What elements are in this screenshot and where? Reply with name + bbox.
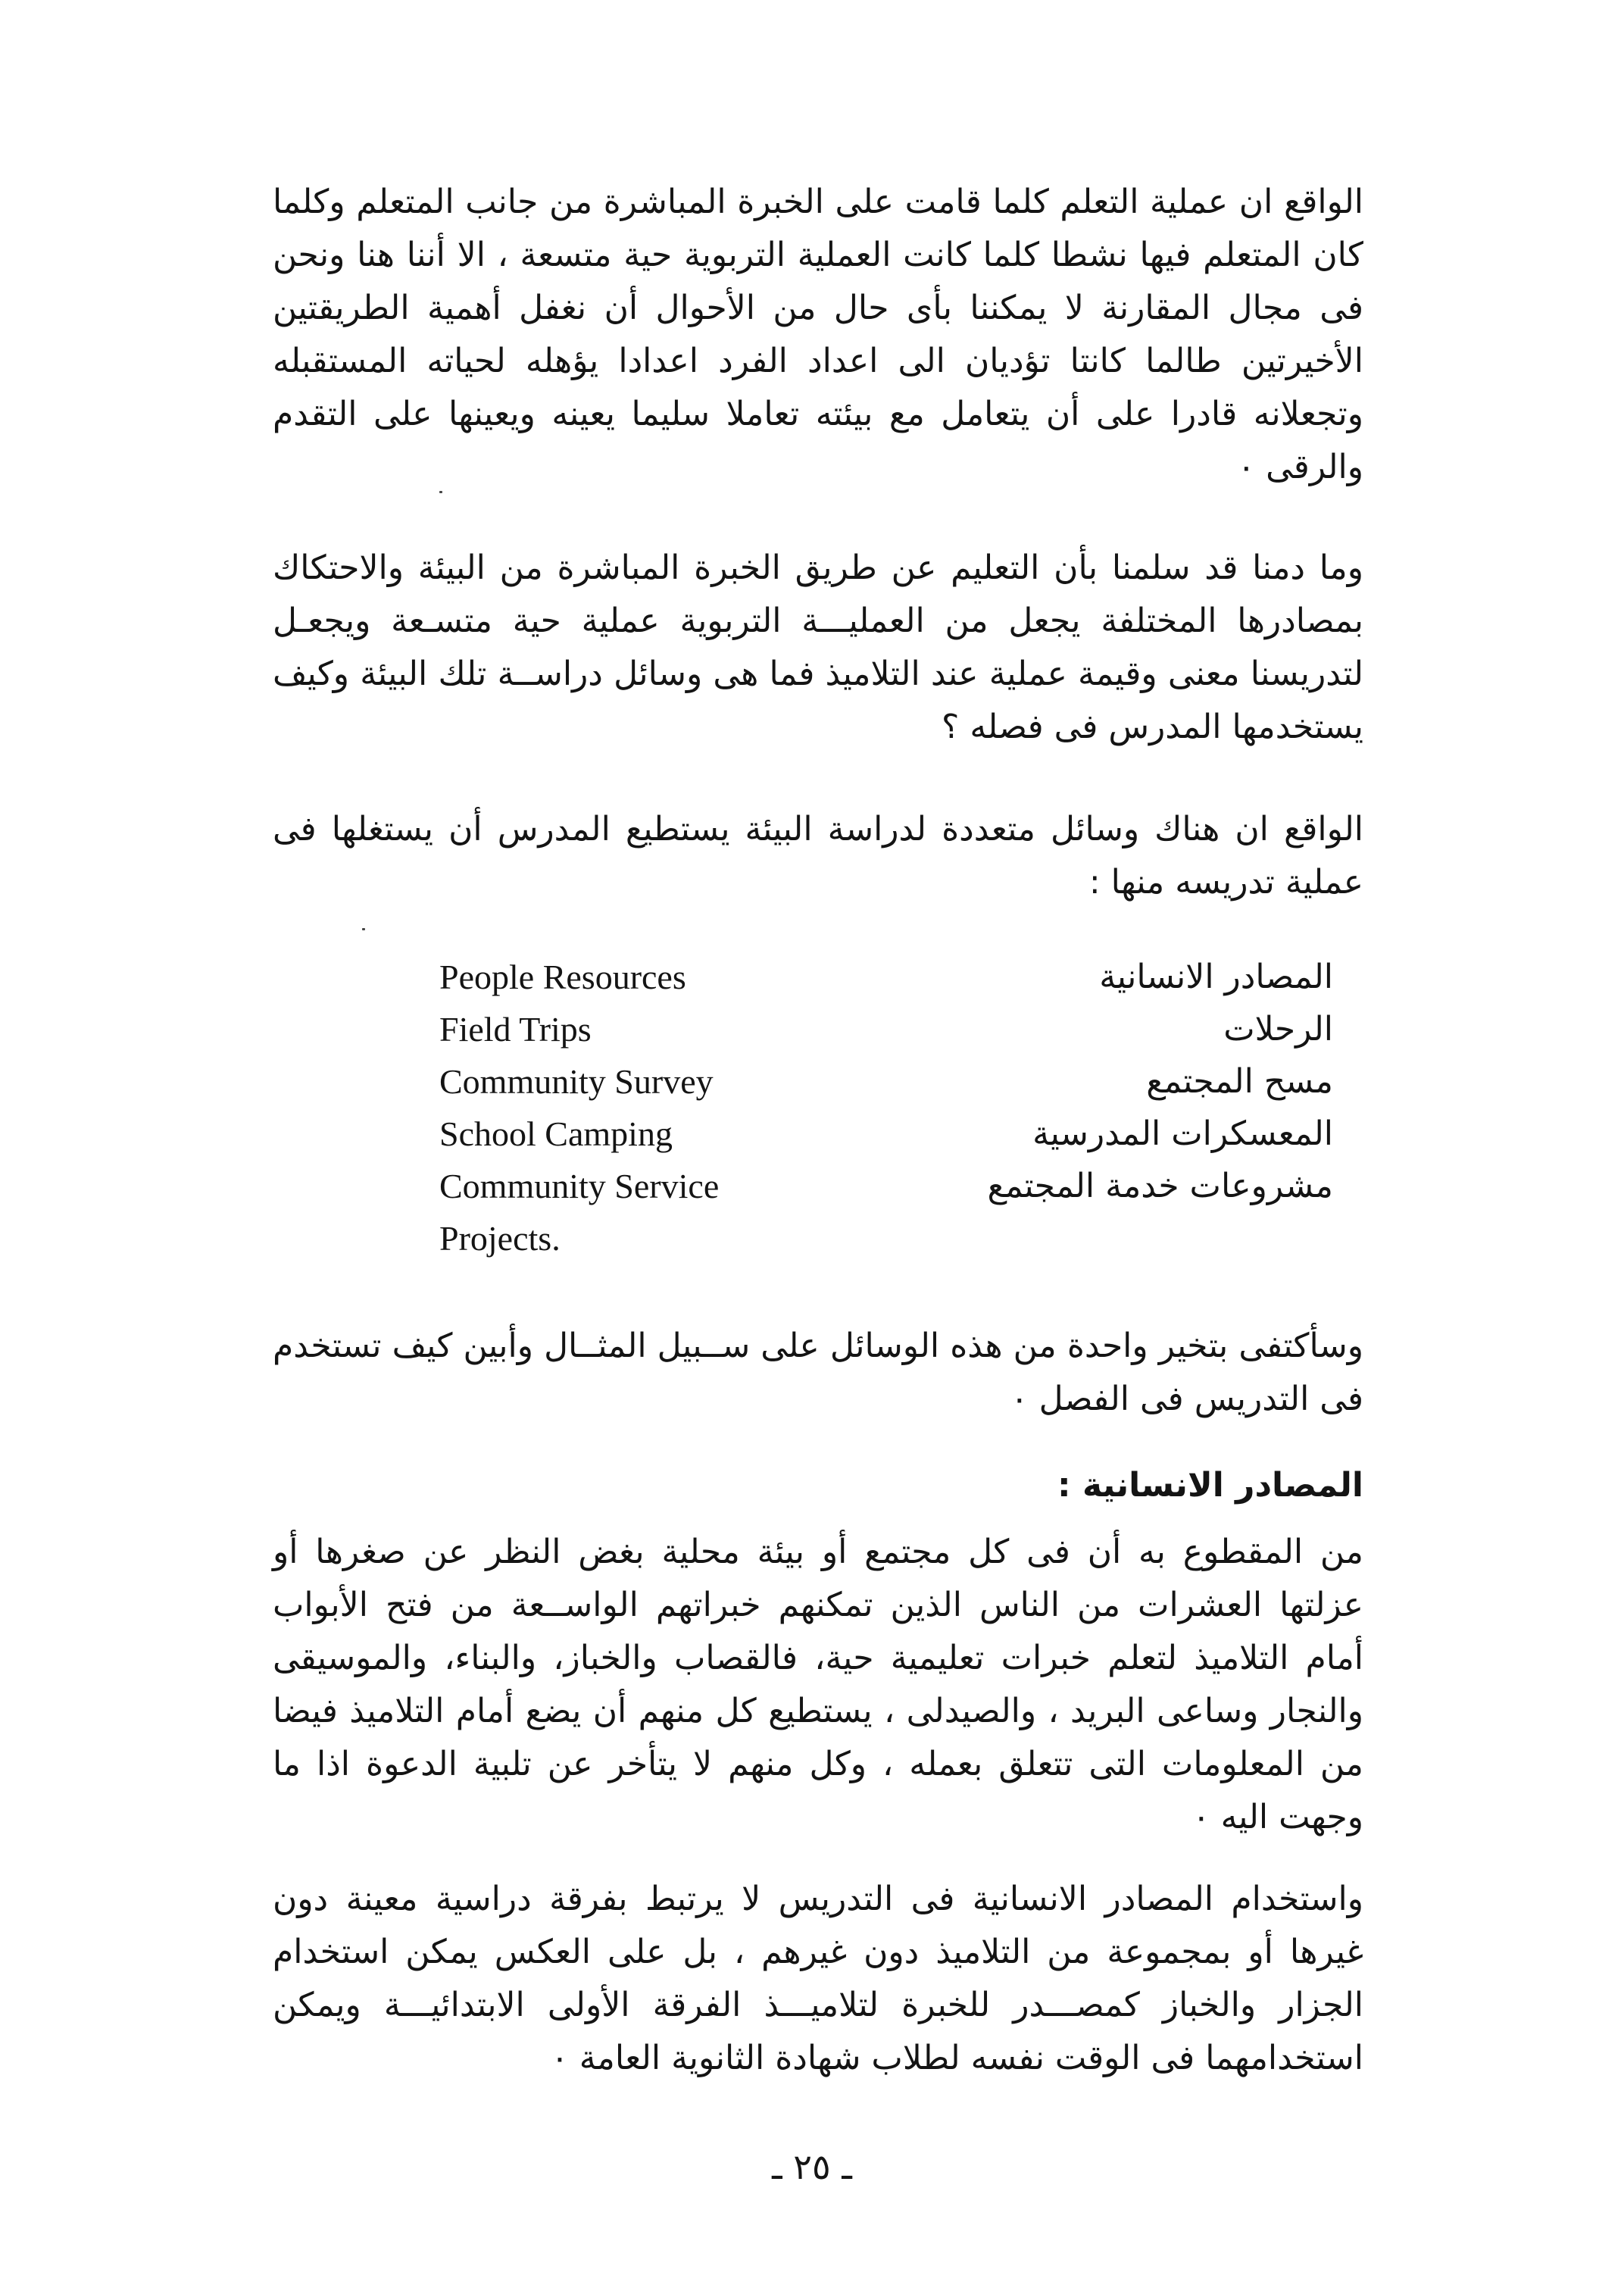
scan-speck [439,491,442,493]
term-arabic: المصادر الانسانية [1099,958,1333,996]
paragraph-choice: وسأكتفى بتخير واحدة من هذه الوسائل على ســبيل المثــال وأبين كيف تستخدم فى التدريس فى الفصل ٠ [273,1327,1363,1418]
term-row [439,1212,1333,1264]
term-english: People Resources [439,958,686,996]
term-arabic: الرحلات [1223,1010,1333,1049]
page-number: ـ ٢٥ ـ [772,2146,852,2187]
term-english: Field Trips [439,1010,592,1049]
term-english: Projects. [439,1219,561,1258]
term-english: School Camping [439,1114,673,1153]
term-arabic: المعسكرات المدرسية [1032,1114,1333,1153]
terms-list [439,951,1333,1264]
term-row [439,1160,1333,1212]
term-arabic: مسح المجتمع [1146,1062,1333,1101]
paragraph-usage: واستخدام المصادر الانسانية فى التدريس لا يرتبط بفرقة دراسية معينة دون غيرها أو بمجموعة من التلاميذ دون غيرهم ، بل على العكس يمكن استخدام الجزار والخباز كمصـــدر للخبرة لتلاميـــذ الفرقة الأولى الابتدائيـــة ويمكن استخدامهما فى الوقت نفسه لطلاب شهادة الثانوية العامة ٠ [273,1880,1363,2077]
term-english: Community Service [439,1167,720,1205]
scan-speck [362,928,365,930]
term-row [439,1108,1333,1160]
term-row [439,951,1333,1003]
paragraph-methods-intro: الواقع ان هناك وسائل متعددة لدراسة البيئة يستطيع المدرس أن يستغلها فى عملية تدريسه منها : [273,810,1363,902]
term-english: Community Survey [439,1062,714,1101]
term-row [439,1003,1333,1055]
term-arabic: مشروعات خدمة المجتمع [987,1167,1333,1205]
term-row [439,1055,1333,1108]
paragraph-learning-experience: الواقع ان عملية التعلم كلما قامت على الخبرة المباشرة من جانب المتعلم وكلما كان المتعلم فيها نشطا كلما كانت العملية التربوية حية متسعة ، الا أننا هنا ونحن فى مجال المقارنة لا يمكننا بأى حال من الأحوال أن نغفل أهمية الطريقتين الأخيرتين طالما كانتا تؤديان الى اعداد الفرد اعدادا يؤهله لحياته المستقبله وتجعلانه قادرا على أن يتعامل مع بيئته تعاملا سليما يعينه ويعينها على التقدم والرقى ٠ [273,183,1363,486]
paragraph-environment-study: وما دمنا قد سلمنا بأن التعليم عن طريق الخبرة المباشرة من البيئة والاحتكاك بمصادرها المختلفة يجعل من العمليـــة التربوية عملية حية متسـعة ويجعـل لتدريسنا معنى وقيمة عملية عند التلاميذ فما هى وسائل دراســة تلك البيئة وكيف يستخدمها المدرس فى فصله ؟ [273,549,1363,746]
paragraph-human-resources: من المقطوع به أن فى كل مجتمع أو بيئة محلية بغض النظر عن صغرها أو عزلتها العشرات من الناس الذين تمكنهم خبراتهم الواســعة من فتح الأبواب أمام التلاميذ لتعلم خبرات تعليمية حية، فالقصاب والخباز، والبناء، والموسيقى والنجار وساعى البريد ، والصيدلى ، يستطيع كل منهم أن يضع أمام التلاميذ فيضا من المعلومات التى تتعلق بعمله ، وكل منهم لا يتأخر عن تلبية الدعوة اذا ما وجهت اليه ٠ [273,1533,1363,1836]
section-heading: المصادر الانسانية : [1057,1466,1363,1505]
